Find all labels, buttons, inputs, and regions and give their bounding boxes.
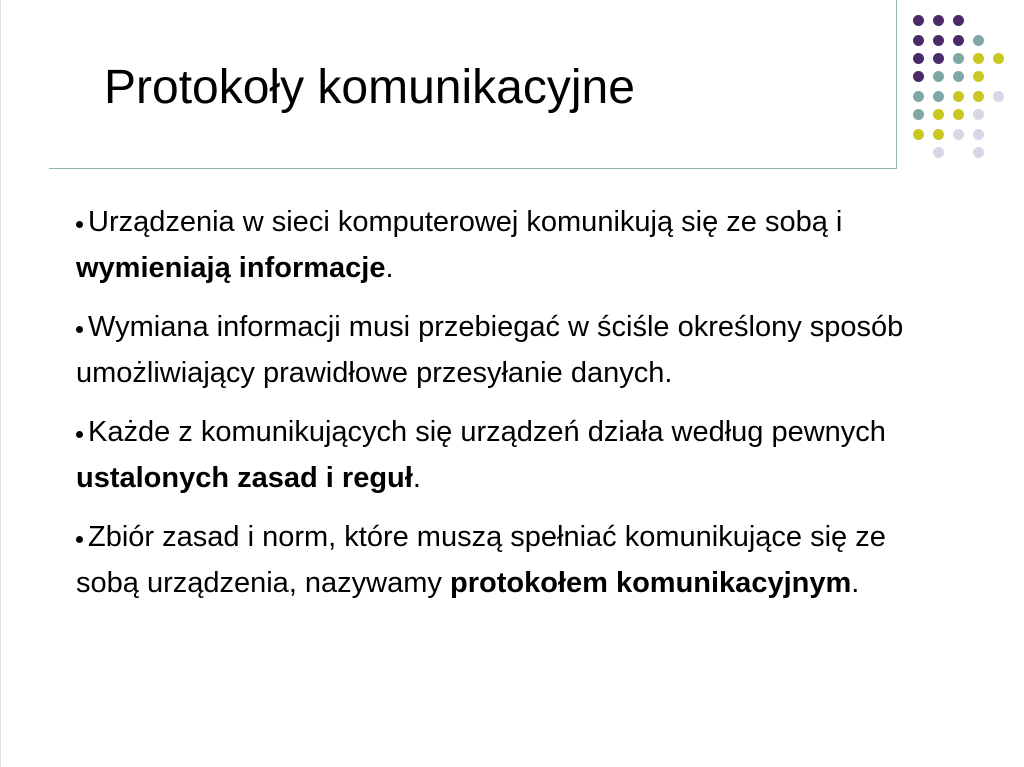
paragraph-text: .: [385, 252, 394, 284]
bullet-paragraph: [76, 514, 956, 606]
decorative-dot: [973, 147, 984, 158]
decorative-dot: [933, 109, 944, 120]
decorative-dot: [913, 35, 924, 46]
emphasized-text: protokołem komunikacyjnym: [449, 567, 852, 599]
decorative-dot: [913, 109, 924, 120]
decorative-dot: [953, 129, 964, 140]
decorative-dot: [933, 91, 944, 102]
decorative-dot: [993, 91, 1004, 102]
decorative-dot: [913, 15, 924, 26]
decorative-dot: [913, 91, 924, 102]
bullet-dot-icon: [76, 536, 83, 543]
bullet-dot-icon: [76, 326, 83, 333]
decorative-dot: [973, 91, 984, 102]
decorative-dot: [933, 15, 944, 26]
decorative-dot: [973, 109, 984, 120]
decorative-dot: [933, 147, 944, 158]
decorative-dot: [973, 71, 984, 82]
paragraph-text: .: [851, 567, 860, 599]
paragraph-text: Urządzenia w sieci komputerowej komunikują się ze sobą i: [88, 206, 843, 238]
slide-title: Protokoły komunikacyjne: [104, 61, 635, 114]
decorative-dot: [973, 53, 984, 64]
decorative-dot: [913, 53, 924, 64]
decorative-dot: [933, 53, 944, 64]
decorative-dot: [953, 53, 964, 64]
bullet-paragraph: [76, 199, 956, 291]
decorative-dot: [913, 71, 924, 82]
paragraph-text: Wymiana informacji musi przebiegać w ściśle określony sposób umożliwiający prawidłowe przesyłanie danych.: [76, 311, 904, 389]
decorative-dot: [953, 71, 964, 82]
bullet-dot-icon: [76, 221, 83, 228]
paragraph-text: .: [412, 462, 421, 494]
decorative-dot: [993, 53, 1004, 64]
decorative-dot: [953, 91, 964, 102]
decorative-dot: [973, 129, 984, 140]
title-underline-rule: [49, 168, 896, 169]
bullet-dot-icon: [76, 431, 83, 438]
bullet-paragraph: [76, 409, 956, 501]
paragraph-text: Każde z komunikujących się urządzeń działa według pewnych: [88, 416, 886, 448]
bullet-paragraph: [76, 304, 956, 396]
emphasized-text: wymieniają informacje: [76, 252, 386, 284]
decorative-dot: [933, 129, 944, 140]
paragraph-text: Zbiór zasad i norm, które muszą spełniać komunikujące się ze sobą urządzenia, nazywamy: [76, 521, 886, 599]
emphasized-text: ustalonych zasad i reguł: [76, 462, 413, 494]
slide-body: [76, 199, 956, 619]
decorative-dot: [933, 35, 944, 46]
decorative-dot: [933, 71, 944, 82]
decorative-dot: [953, 15, 964, 26]
decorative-dot: [953, 109, 964, 120]
title-vertical-rule: [896, 0, 897, 169]
decorative-dot: [953, 35, 964, 46]
decorative-dot: [973, 35, 984, 46]
decorative-dot: [913, 129, 924, 140]
